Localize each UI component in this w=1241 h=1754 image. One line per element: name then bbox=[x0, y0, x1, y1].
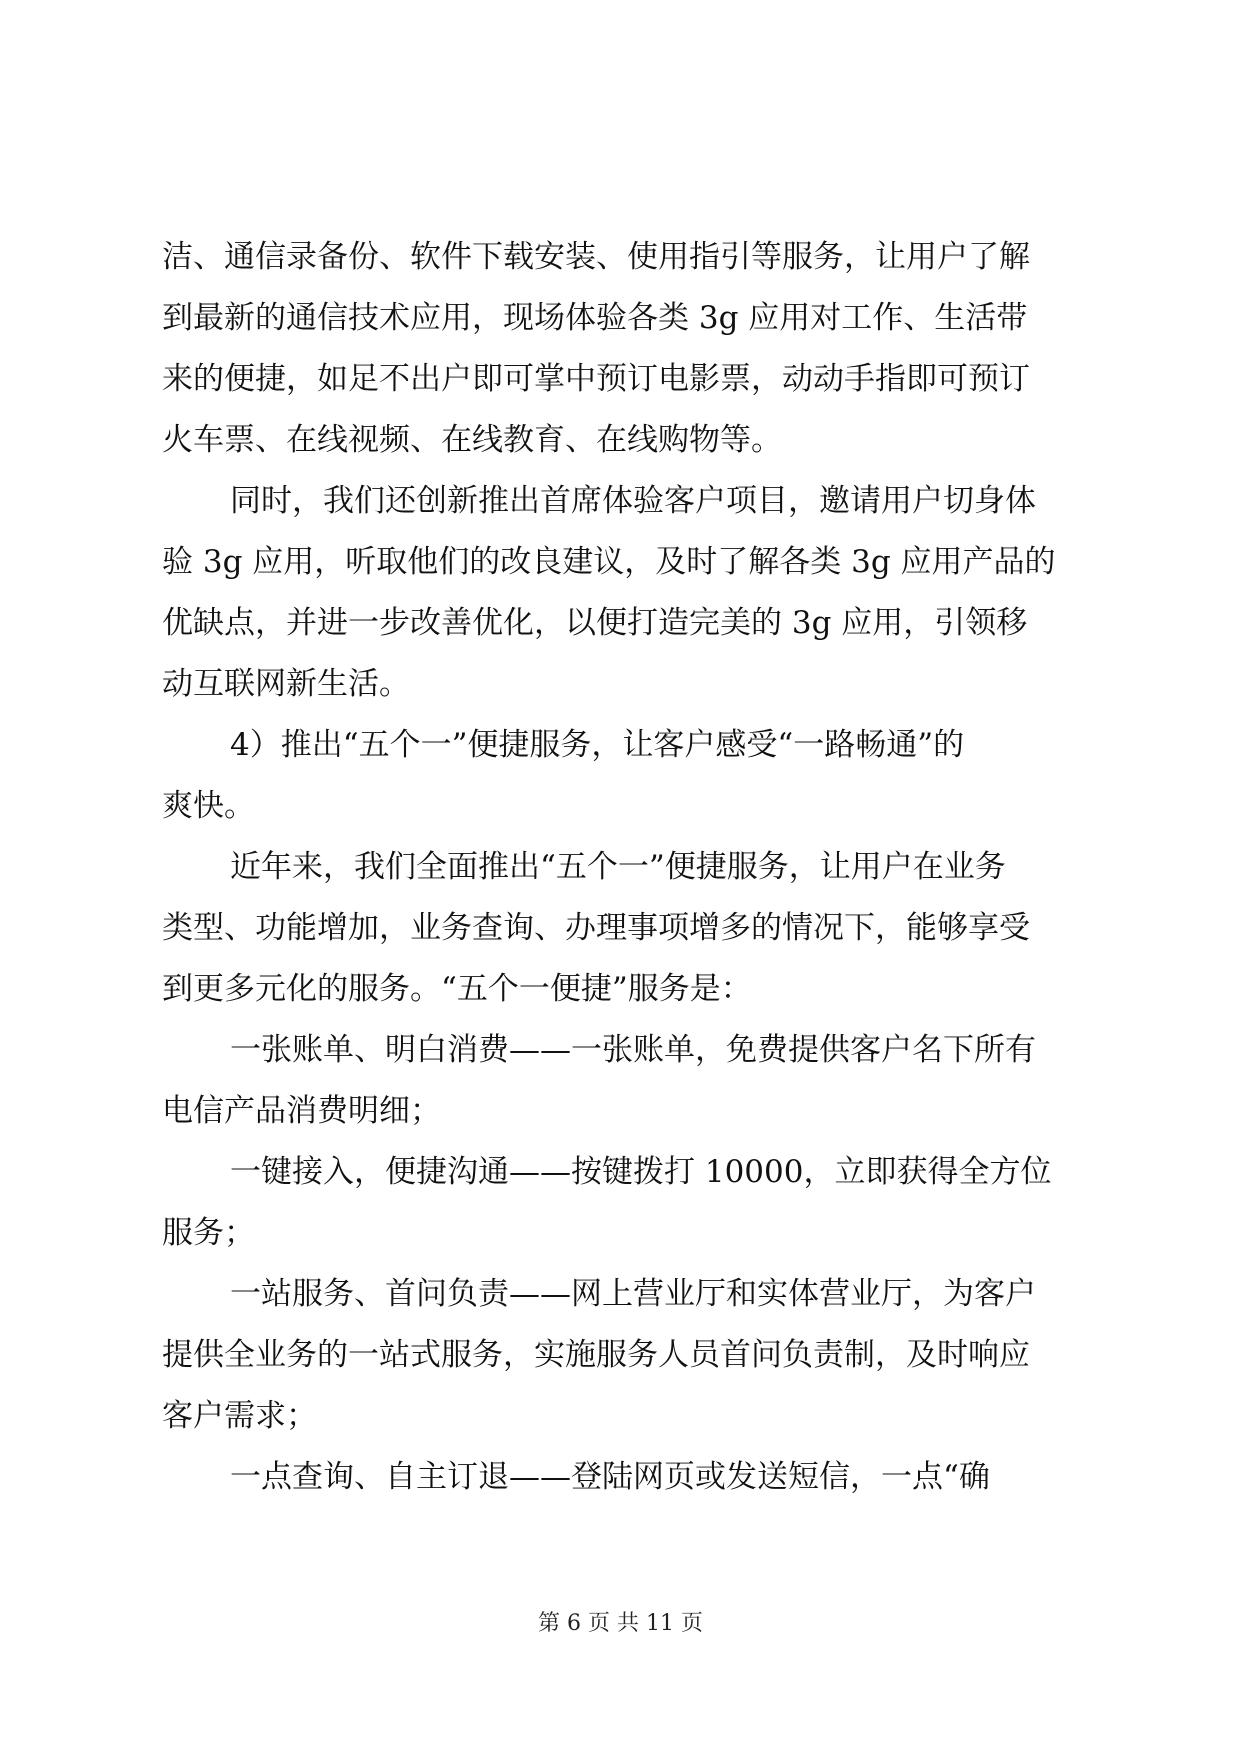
paragraph-first-line: 近年来，我们全面推出“五个一”便捷服务，让用户在业务 bbox=[230, 849, 1006, 885]
paragraph-first-line: 同时，我们还创新推出首席体验客户项目，邀请用户切身体 bbox=[230, 483, 1036, 519]
list-item-line: 一站服务、首问负责——网上营业厅和实体营业厅，为客户 bbox=[230, 1276, 1036, 1312]
list-item-line: 一键接入，便捷沟通——按键拨打 10000，立即获得全方位 bbox=[230, 1154, 1052, 1190]
text-line: 优缺点，并进一步改善优化，以便打造完美的 3g 应用，引领移 bbox=[162, 605, 1028, 641]
text-line: 到更多元化的服务。“五个一便捷”服务是： bbox=[162, 971, 752, 1007]
list-item-line: 一点查询、自主订退——登陆网页或发送短信，一点“确 bbox=[230, 1459, 990, 1495]
text-line: 火车票、在线视频、在线教育、在线购物等。 bbox=[162, 422, 782, 458]
list-item-line: 电信产品消费明细； bbox=[162, 1093, 441, 1129]
list-item-line: 服务； bbox=[162, 1215, 255, 1251]
text-line: 到最新的通信技术应用，现场体验各类 3g 应用对工作、生活带 bbox=[162, 300, 1028, 336]
section-heading-line: 4）推出“五个一”便捷服务，让客户感受“一路畅通”的 bbox=[230, 727, 965, 763]
list-item-line: 客户需求； bbox=[162, 1398, 317, 1434]
list-item-line: 提供全业务的一站式服务，实施服务人员首问负责制，及时响应 bbox=[162, 1337, 1030, 1373]
list-item-line: 一张账单、明白消费——一张账单，免费提供客户名下所有 bbox=[230, 1032, 1036, 1068]
document-body bbox=[162, 227, 1082, 1508]
text-line: 验 3g 应用，听取他们的改良建议，及时了解各类 3g 应用产品的 bbox=[162, 544, 1056, 580]
page-number-footer: 第 6 页 共 11 页 bbox=[538, 1611, 703, 1636]
text-line: 洁、通信录备份、软件下载安装、使用指引等服务，让用户了解 bbox=[162, 239, 1030, 275]
text-line: 类型、功能增加，业务查询、办理事项增多的情况下，能够享受 bbox=[162, 910, 1030, 946]
text-line: 动互联网新生活。 bbox=[162, 666, 410, 702]
text-line: 来的便捷，如足不出户即可掌中预订电影票，动动手指即可预订 bbox=[162, 361, 1030, 397]
section-heading-line: 爽快。 bbox=[162, 788, 255, 824]
